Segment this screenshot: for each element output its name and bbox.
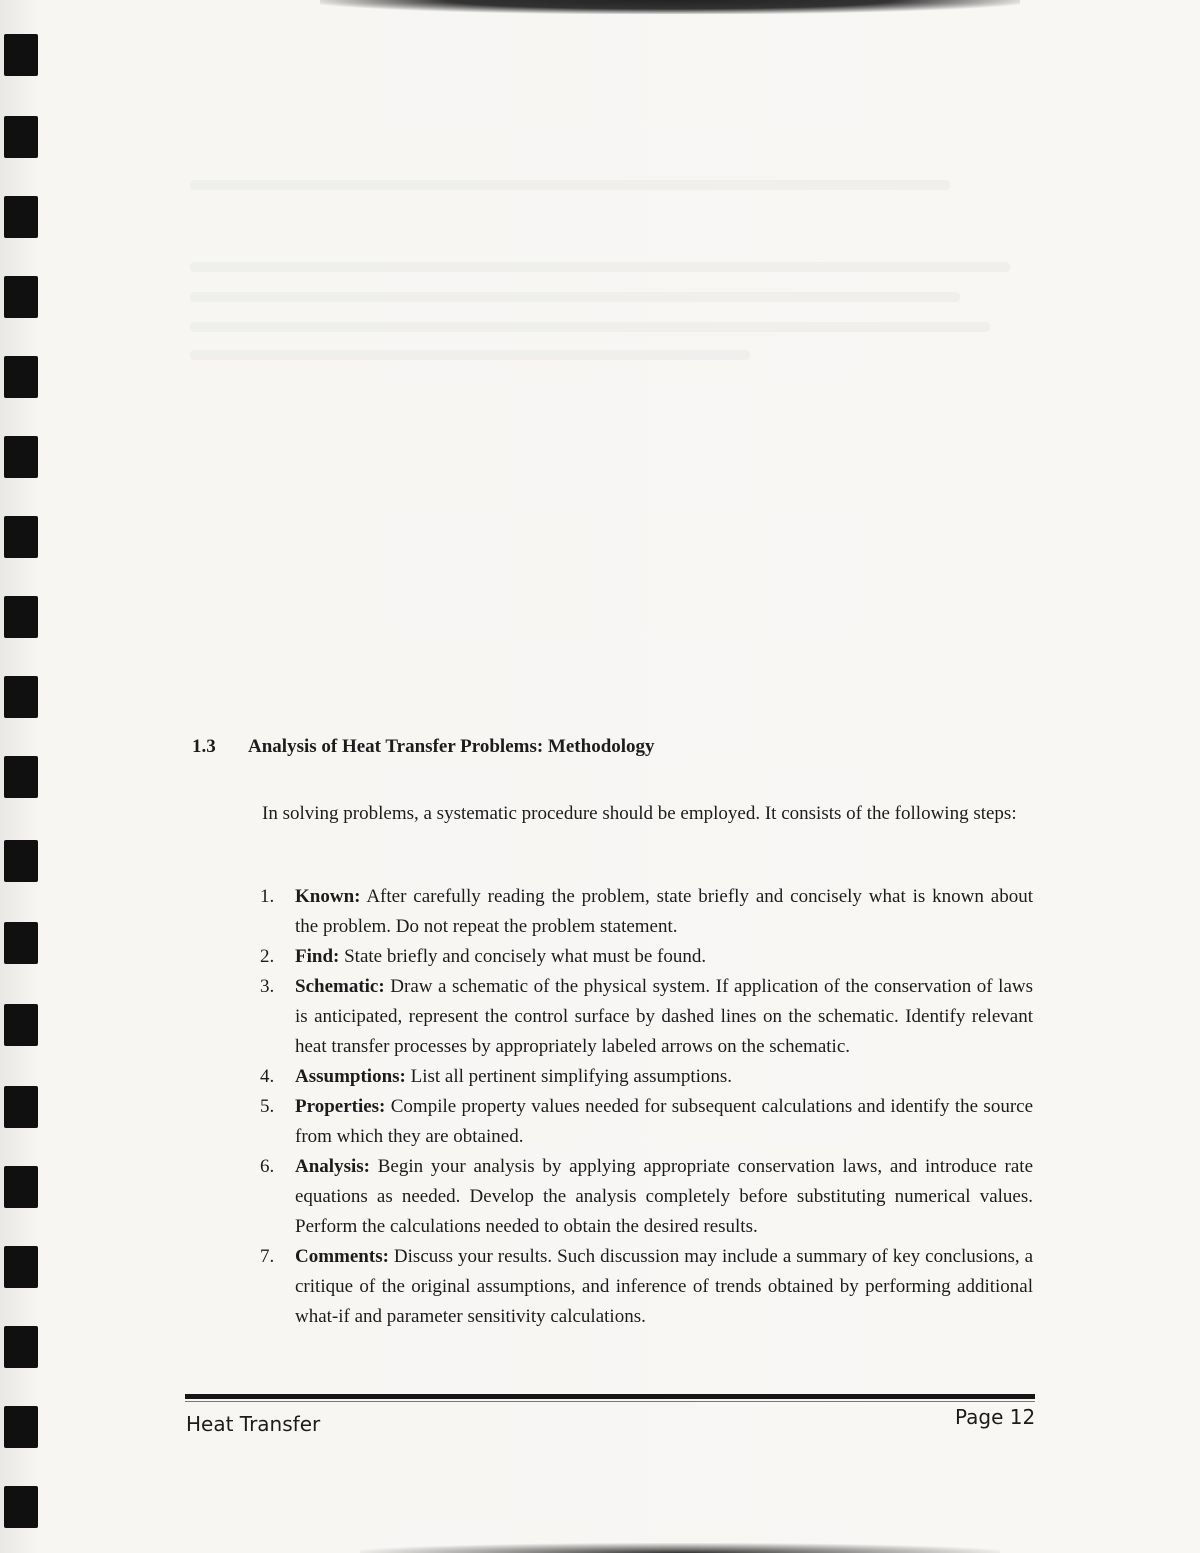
step-item: [260, 972, 1033, 1062]
step-term: Comments:: [295, 1246, 389, 1267]
step-number: 3.: [260, 976, 275, 997]
section-heading: [192, 736, 992, 758]
binding-hole: [4, 34, 38, 76]
step-text: List all pertinent simplifying assumptions.: [410, 1066, 733, 1087]
step-item: [260, 1092, 1033, 1152]
bleed-through-mark: [190, 350, 750, 360]
footer-rule-thin: [185, 1401, 1035, 1402]
step-number: 5.: [260, 1096, 275, 1117]
section-number: 1.3: [192, 736, 216, 757]
bleed-through-mark: [190, 292, 960, 302]
step-term: Analysis:: [295, 1156, 370, 1177]
section-title: Analysis of Heat Transfer Problems: Methodology: [248, 736, 655, 757]
step-term: Properties:: [295, 1096, 386, 1117]
page-number: Page 12: [955, 1405, 1036, 1429]
step-term: Schematic:: [295, 976, 385, 997]
step-term: Known:: [295, 886, 361, 907]
step-text: Draw a schematic of the physical system. If application of the conservation of laws is anticipated, represent the control surface by dashed lines on the schematic. Identify relevant heat transfer processes by appropriately labeled arrows on the schematic.: [295, 976, 1034, 1057]
steps-list: [260, 882, 1033, 1332]
footer-title: Heat Transfer: [186, 1412, 321, 1436]
step-item: [260, 882, 1033, 942]
step-text: After carefully reading the problem, state briefly and concisely what is known about the problem. Do not repeat the problem statement.: [295, 886, 1033, 937]
step-number: 2.: [260, 946, 275, 967]
step-text: Compile property values needed for subsequent calculations and identify the source from which they are obtained.: [295, 1096, 1034, 1147]
step-number: 6.: [260, 1156, 275, 1177]
binding-hole: [4, 1246, 38, 1288]
step-text: Begin your analysis by applying appropriate conservation laws, and introduce rate equations as needed. Develop the analysis completely before substituting numerical values. Perform the calculations needed to obtain the desired results.: [295, 1156, 1034, 1237]
binding-hole: [4, 596, 38, 638]
binding-hole: [4, 756, 38, 798]
binding-hole: [4, 1486, 38, 1528]
binding-hole: [4, 1406, 38, 1448]
intro-paragraph: In solving problems, a systematic procedure should be employed. It consists of the following steps:: [262, 803, 1017, 824]
step-number: 7.: [260, 1246, 275, 1267]
step-item: [260, 1062, 1033, 1092]
binding-hole: [4, 436, 38, 478]
binding-hole: [4, 276, 38, 318]
binding-hole: [4, 356, 38, 398]
binding-hole: [4, 1004, 38, 1046]
step-text: Discuss your results. Such discussion may include a summary of key conclusions, a critique of the original assumptions, and inference of trends obtained by performing additional what-if and parameter sensitivity calculations.: [295, 1246, 1033, 1327]
scan-shadow-bottom: [360, 1543, 1000, 1553]
step-text: State briefly and concisely what must be found.: [344, 946, 707, 967]
step-item: [260, 1242, 1033, 1332]
binding-hole: [4, 196, 38, 238]
step-number: 1.: [260, 886, 275, 907]
binding-hole: [4, 1166, 38, 1208]
binding-hole: [4, 1086, 38, 1128]
step-term: Assumptions:: [295, 1066, 406, 1087]
binding-hole: [4, 516, 38, 558]
bleed-through-mark: [190, 180, 950, 190]
binding-hole: [4, 1326, 38, 1368]
binding-hole: [4, 676, 38, 718]
scan-shadow-top: [320, 0, 1020, 14]
binding-hole: [4, 116, 38, 158]
step-item: [260, 942, 1033, 972]
bleed-through-mark: [190, 262, 1010, 272]
step-item: [260, 1152, 1033, 1242]
binding-hole: [4, 840, 38, 882]
step-number: 4.: [260, 1066, 275, 1087]
binding-hole: [4, 922, 38, 964]
step-term: Find:: [295, 946, 340, 967]
bleed-through-mark: [190, 322, 990, 332]
footer-rule: [185, 1394, 1035, 1399]
